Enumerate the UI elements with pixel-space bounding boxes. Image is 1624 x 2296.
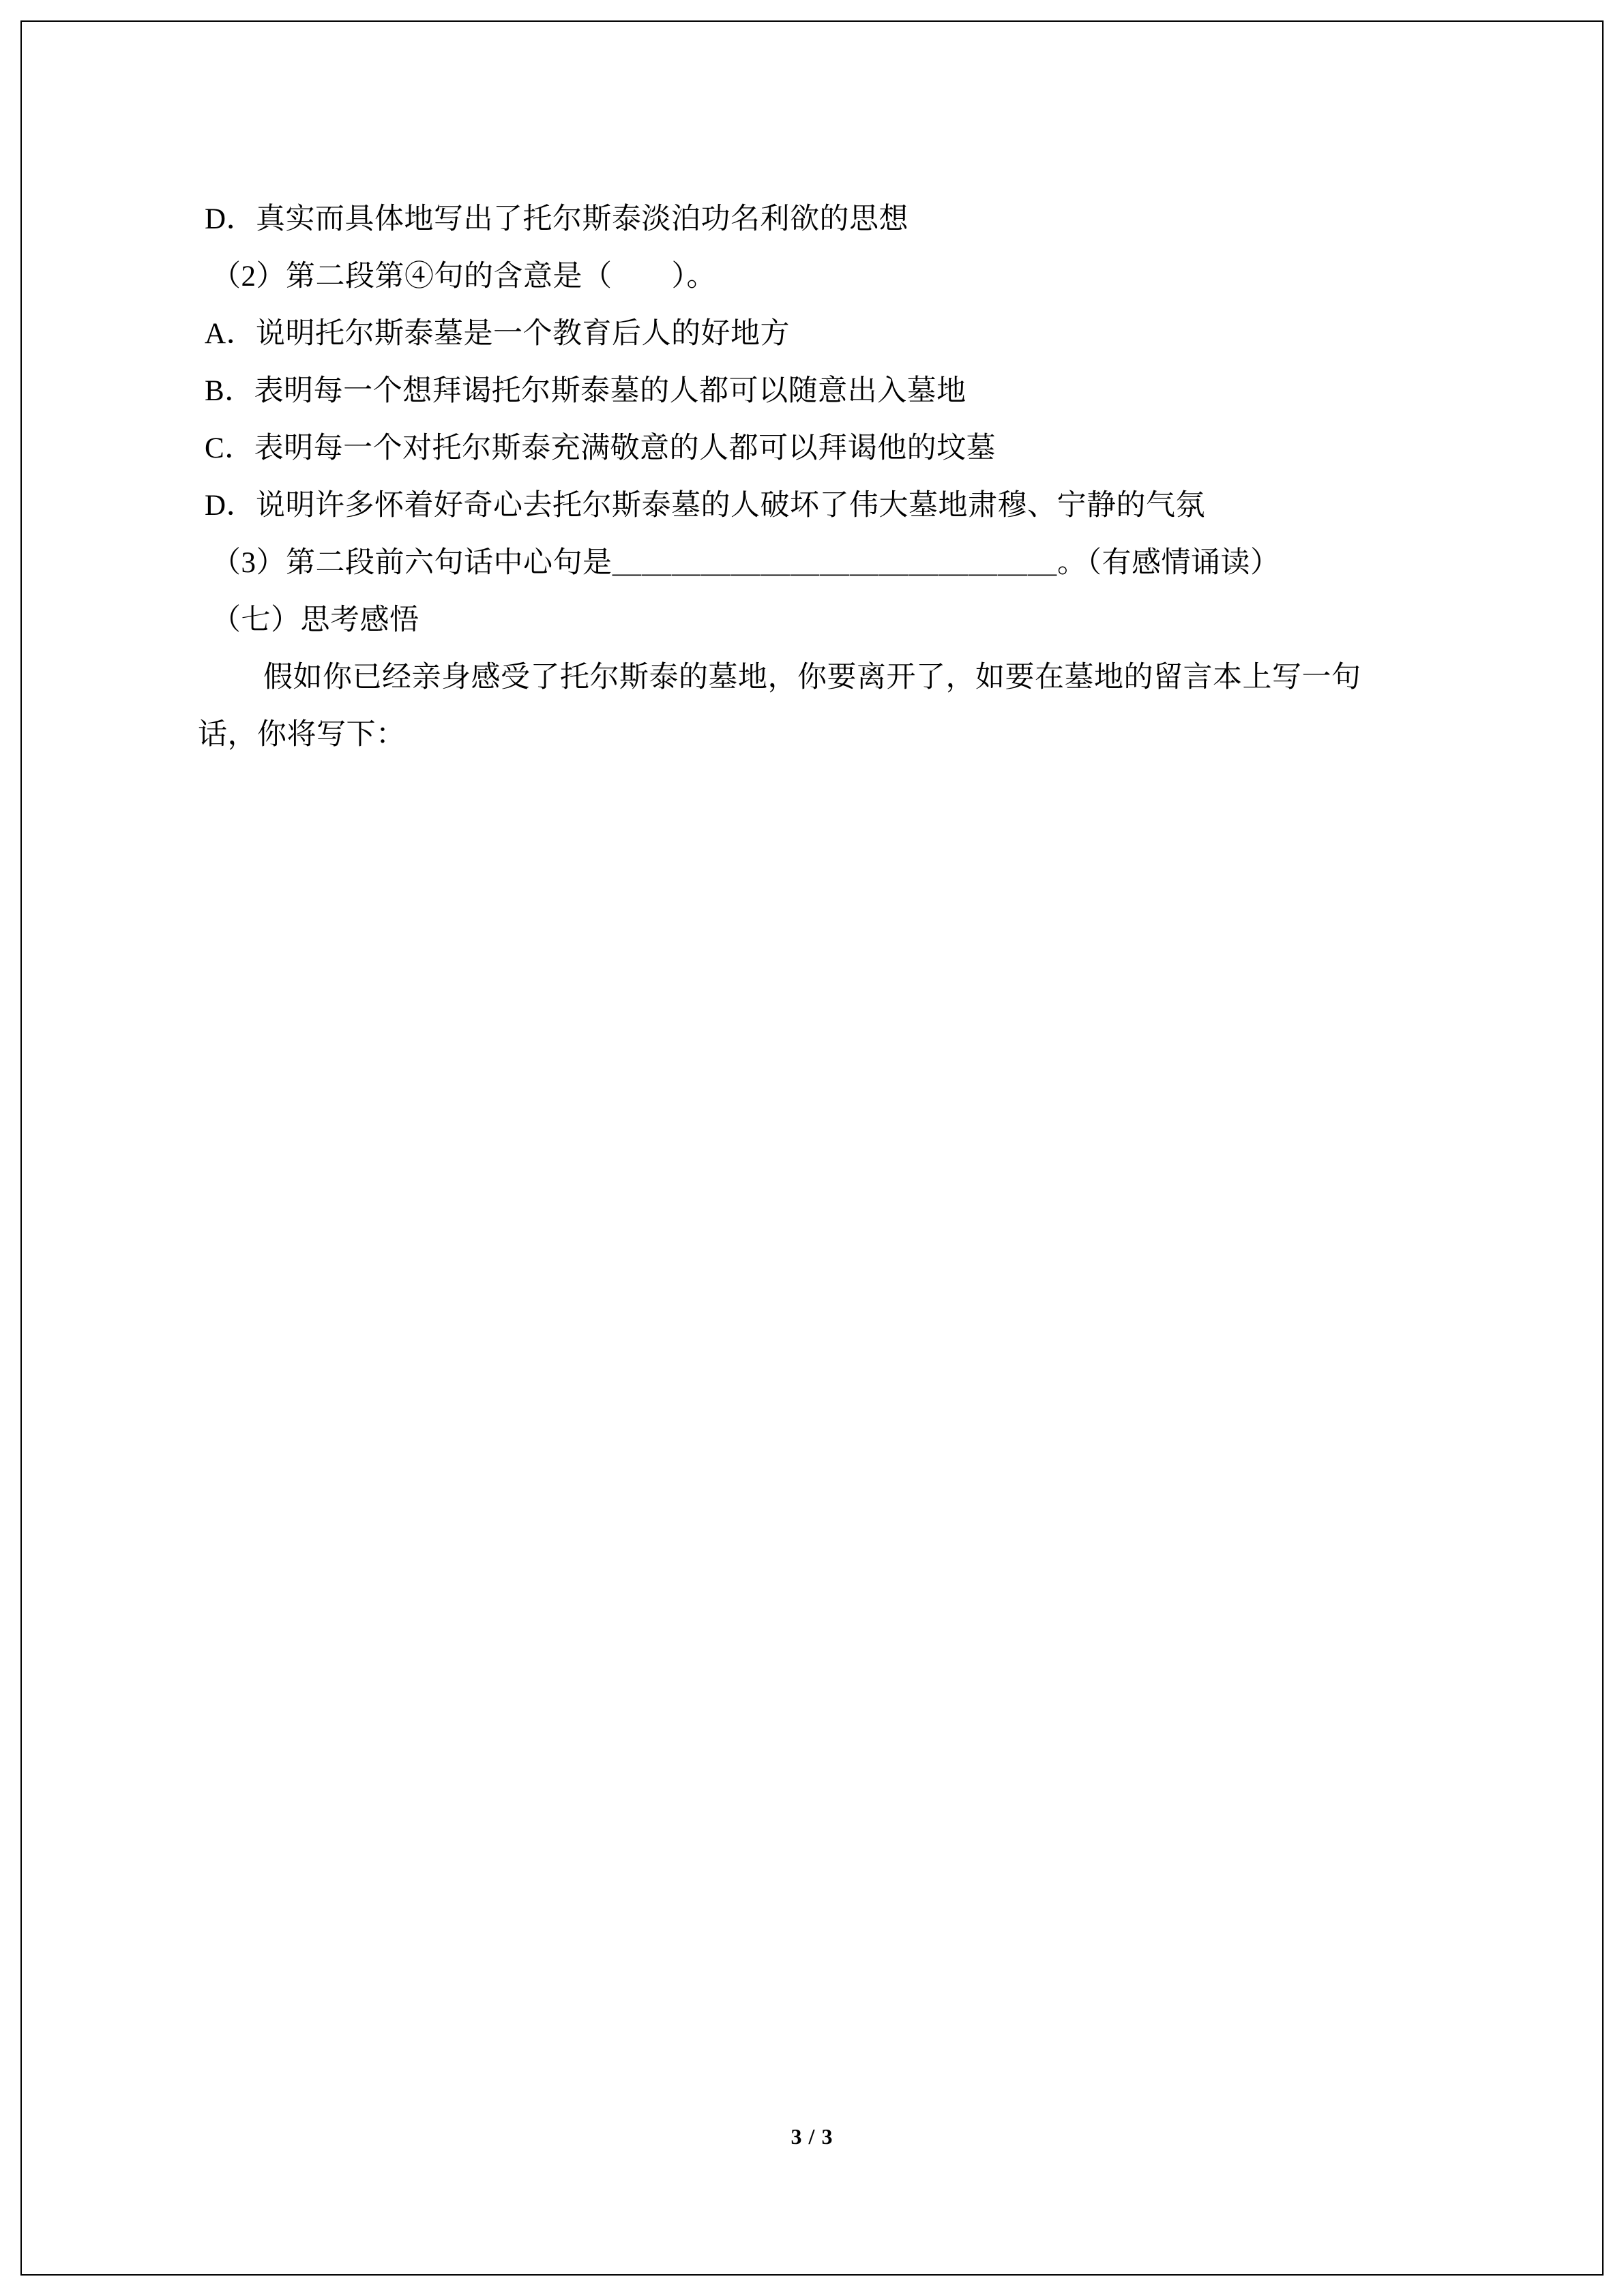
answer-option-c: C．表明每一个对托尔斯泰充满敬意的人都可以拜谒他的坟墓 [205,432,996,464]
answer-option-a: A．说明托尔斯泰墓是一个教育后人的好地方 [205,318,791,350]
reflection-paragraph-line-2: 话，你将写下： [198,719,406,751]
answer-option-b: B．表明每一个想拜谒托尔斯泰墓的人都可以随意出入墓地 [205,375,966,407]
answer-option-d-first: D．真实而具体地写出了托尔斯泰淡泊功名利欲的思想 [205,203,909,235]
page-number: 3 / 3 [791,2124,833,2149]
question-3-prompt: （3）第二段前六句话中心句是＿＿＿＿＿＿＿＿＿＿＿＿＿＿＿。（有感情诵读） [211,547,1280,579]
answer-option-d-second: D．说明许多怀着好奇心去托尔斯泰墓的人破坏了伟大墓地肃穆、宁静的气氛 [205,490,1206,522]
reflection-paragraph-line-1: 假如你已经亲身感受了托尔斯泰的墓地，你要离开了，如要在墓地的留言本上写一句 [263,661,1361,694]
section-heading-seven: （七）思考感悟 [211,604,419,636]
question-2-prompt: （2）第二段第④句的含意是（ ）。 [211,260,716,293]
document-content [198,191,1432,764]
